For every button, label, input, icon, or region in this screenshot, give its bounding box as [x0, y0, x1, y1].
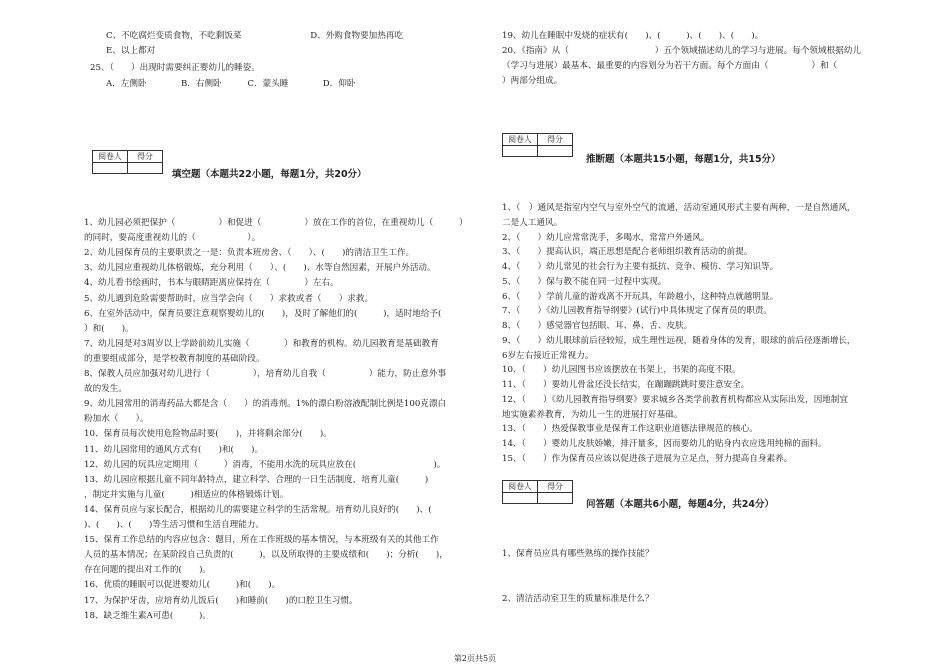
option-line: E、以上都对 — [106, 46, 156, 56]
question-line: 3、（ ）提高认识，端正思想是配合老师组织教育活动的前提。 — [502, 247, 753, 258]
question-line: 8、保教人员应加强对幼儿进行（ ），培育幼儿自我（ ）能力，防止意外事 — [84, 369, 447, 379]
score-table — [92, 150, 163, 174]
section-title-qa: 问答题（本题共6小题，每题4分，共24分） — [586, 499, 774, 510]
question-line: ）和( )。 — [84, 323, 134, 334]
grader-cell[interactable] — [93, 163, 128, 174]
score-cell[interactable] — [538, 146, 573, 157]
question-line: 20、《指南》从（ ）五个领域描述幼儿的学习与进展。每个领域根据幼儿 — [502, 46, 861, 56]
grader-cell[interactable] — [503, 146, 538, 157]
question-line: 5、幼儿遇到危险需要帮助时，应当学会向（ ）求救或者（ ）求救。 — [84, 293, 374, 304]
question-line: 12、（ ）《幼儿园教育指导纲要》要求城乡各类学前教育机构都应从实际出发，因地制宜 — [502, 394, 849, 405]
question-line: 2、（ ）幼儿应常常洗手，多喝水，常常户外通风。 — [502, 232, 710, 243]
score-table — [502, 480, 573, 504]
question-line: 存在问题的提出对工作的( )。 — [84, 565, 212, 576]
question-line: 地实施素养教育，为幼儿一生的进展打好基础。 — [502, 409, 683, 420]
question-line: 1、幼儿园必须把保护（ ）和促进（ ）放在工作的首位，在重视幼儿（ ） — [84, 218, 468, 228]
score-label: 得分 — [538, 481, 573, 493]
question-line: 14、保育员应与家长配合，根据幼儿的需要建立科学的生活常规。培育幼儿良好的( )、( — [84, 504, 449, 515]
question-line: 6、（ ）学前儿童的游戏离不开玩具，年龄越小，这种特点就越明显。 — [502, 291, 779, 302]
grader-label: 阅卷人 — [503, 481, 538, 493]
question-line: 13、幼儿园应根据儿童不同年龄特点，建立科学、合理的一日生活制度，培育儿童( ) — [84, 474, 429, 485]
option-line: C、不吃腐烂变质食物，不吃剩饭菜 D、外购食物要加热再吃 — [106, 31, 404, 41]
grader-cell[interactable] — [503, 493, 538, 504]
grader-label: 阅卷人 — [93, 151, 128, 163]
score-label: 得分 — [128, 151, 163, 163]
question-line: 13、（ ）热爱保教事业是保育工作这职业道德法律规范的核心。 — [502, 424, 758, 435]
question-line: 16、优质的睡眠可以促进婴幼儿( )和( )。 — [84, 580, 281, 591]
question-line: 12、幼儿园的玩具应定期用（ ）消毒，不能用水洗的玩具应放在( )。 — [84, 459, 446, 470]
option-line: A．左侧卧 B．右侧卧 C．蒙头睡 D．仰卧 — [106, 79, 356, 89]
question-line: 1、（ ）通风是指室内空气与室外空气的流通，活动室通风形式主要有两种，一是自然通风， — [502, 203, 856, 213]
qa-question: 2、清洁活动室卫生的质量标准是什么？ — [502, 594, 654, 604]
question-line: 4、幼儿看书绘画时，书本与眼睛距离应保持在（ ）左右。 — [84, 278, 339, 289]
page-footer: 第2页共5页 — [453, 654, 497, 663]
question-line: 9、幼儿园常用的消毒药品大都是含（ ）的消毒剂。1%的漂白粉溶液配制比例是100克漂白 — [84, 399, 447, 410]
question-line: ，制定并实施与儿童( )相适应的体格锻炼计划。 — [84, 489, 289, 500]
question-line: 人员的基本情况；在某阶段自己负责的( )，以及所取得的主要成绩和( )；分析( )， — [84, 550, 448, 561]
question-line: 19、幼儿在睡眠中发烧的症状有( )、( )、( )、( )。 — [502, 31, 764, 41]
question-line: 6、在室外活动中，保育员要注意观察婴幼儿的( )，及时了解他们的( )，适时地给予( — [84, 308, 459, 319]
question-line: 15、（ ）作为保育员应该以促进孩子进展为立足点，努力提高自身素养。 — [502, 453, 793, 464]
score-label: 得分 — [538, 134, 573, 146]
question-line: 7、（ ）《幼儿园教育指导纲要》(试行)中具体规定了保育员的职责。 — [502, 306, 772, 317]
question-line: )、( )、( )等生活习惯和生活自理能力。 — [84, 520, 265, 530]
question-line: 故的发生。 — [84, 384, 127, 395]
question-line: ）两部分组成。 — [502, 76, 563, 86]
question-line: 10、（ ）幼儿园图书应该摆放在书架上，书架的高度不限。 — [502, 365, 741, 376]
question-line: 9、（ ）幼儿眼球前后径较短，成生理性远视，随着身体的发育，眼球的前后径逐渐增长， — [502, 335, 856, 346]
grader-label: 阅卷人 — [503, 134, 538, 146]
question-line: 11、幼儿园常用的通风方式有( )和( )。 — [84, 444, 264, 455]
score-table — [502, 133, 573, 157]
question-line: 18、缺乏维生素A可患( )。 — [84, 610, 211, 621]
question-line: 17、为保护牙齿，应培育幼儿饭后( )和睡前( )的口腔卫生习惯。 — [84, 595, 358, 606]
question-line: 二是人工通风。 — [502, 217, 563, 228]
question-line: （学习与进展）最基本、最重要的内容划分为若干方面。每个方面由（ ）和（ — [502, 61, 855, 71]
section-title-judge: 推断题（本题共15小题，每题1分，共15分） — [586, 154, 781, 165]
question-line: 10、保育员每次使用危险物品时要( )，并将剩余部分( )。 — [84, 429, 332, 440]
question-line: 6岁左右接近正常视力。 — [502, 350, 594, 361]
question-line: 的重要组成部分，是学校教育制度的基础阶段。 — [84, 353, 265, 364]
score-cell[interactable] — [128, 163, 163, 174]
question-line: 5、（ ）保与教不能在同一过程中实现。 — [502, 276, 667, 287]
question-line: 8、（ ）感觉器官包括眼、耳、鼻、舌、皮肤。 — [502, 321, 693, 331]
qa-question: 1、保育员应具有哪些熟练的操作技能？ — [502, 549, 654, 559]
question-line: 7、幼儿园是对3周岁以上学龄前幼儿实施（ ）和教育的机构。幼儿园教育是基础教育 — [84, 338, 439, 349]
question-line: 4、（ ）幼儿常见的社会行为主要有抵抗、竞争、模仿、学习知识等。 — [502, 262, 779, 272]
question-line: 15、保育工作总结的内容应包含：题目，所在工作班级的基本情况，与本班级有关的其他工作 — [84, 535, 439, 546]
question-line: 的同时，要高度重视幼儿的（ ）。 — [84, 233, 261, 244]
score-cell[interactable] — [538, 493, 573, 504]
question-line: 2、幼儿园保育员的主要职责之一是：负责本班房舍、（ ）、( )的清洁卫生工作。 — [84, 248, 415, 259]
question-line: 11、（ ）要幼儿骨盆还没长结实，在蹦蹦跳跳时要注意安全。 — [502, 380, 750, 390]
question-line: 14、（ ）婴幼儿皮肤娇嫩，排汗量多，因而要幼儿的贴身内衣应选用纯棉的面料。 — [502, 439, 827, 449]
question-line: 3、幼儿园应重视幼儿体格锻炼，充分利用（ ）、( )、水等自然因素，开展户外活动。 — [84, 263, 436, 274]
section-title-fill: 填空题（本题共22小题，每题1分，共20分） — [172, 169, 367, 180]
question-line: 粉加水（ ）。 — [84, 414, 149, 425]
question-line: 25、（ ）出现时需要纠正婴幼儿的睡姿。 — [90, 63, 260, 73]
